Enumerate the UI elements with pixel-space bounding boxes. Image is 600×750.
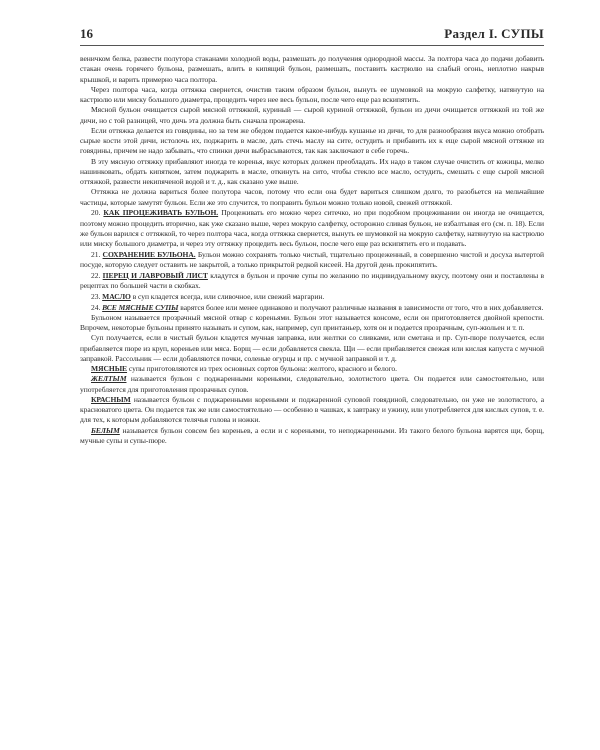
section-number: 22. [91,270,101,280]
section-22: 22. ПЕРЕЦ И ЛАВРОВЫЙ ЛИСТ кладутся в бульон и прочие супы по желанию по индивидуальному вкусу, поэтому они и поставлены в рецептах по большей части в скобках. [80,270,545,290]
section-heading: ВСЕ МЯСНЫЕ СУПЫ [102,302,179,312]
term-heading: КРАСНЫМ [91,394,131,404]
term-heading: БЕЛЫМ [91,425,120,435]
paragraph: Бульоном называется прозрачный мясной отвар с кореньями. Бульон этот называется консоме, если он приготовляется двойной крепости. Впрочем, некоторые бульоны принято называть и супом, как, например, суп принтаньер, хотя он и подается прозрачным, суп-жюльен и т. п. [80,312,544,332]
paragraph: веничком белка, развести полутора стаканами холодной воды, размешать до получения однородной массы. За полтора часа до подачи добавить стакан очень горячего бульона, размешать, влить в кипящий бульон, размешать, поставить кастрюлю на слабый огонь, неплотно накрыв крышкой, и варить примерно часа полтора. [80,54,544,84]
paragraph: В эту мясную оттяжку прибавляют иногда те коренья, вкус которых должен преобладать. Их надо в таком случае очистить от кожицы, мелко нашинковать, обдать кипятком, затем поджарить в масле, откинуть на сито, чтобы стекло все масло, остудить, смешать с еще сырой мясной оттяжкой, развести некипяченой водой и т. д., как сказано уже выше. [80,156,544,186]
section-23: 23. МАСЛО в суп кладется всегда, или сливочное, или свежий маргарин. [91,291,325,301]
body-text [80,54,544,446]
term-paragraph: МЯСНЫЕ супы приготовляются из трех основных сортов бульона: желтого, красного и белого. [91,364,397,373]
section-21: 21. СОХРАНЕНИЕ БУЛЬОНА. Бульон можно сохранять только чистый, тщательно процеженный, в совершенно чистой и досуха вытертой посуде, которую следует оставить не закрытой, а только прикрытой редкой кисеей. На другой день прокипятить. [80,249,545,269]
term-paragraph: ЖЕЛТЫМ называется бульон с поджаренными кореньями, следовательно, золотистого цвета. Он подается или самостоятельно, или употребляется для приготовления прозрачных супов. [80,374,544,394]
page-header [80,26,544,46]
section-heading: СОХРАНЕНИЕ БУЛЬОНА. [102,249,196,259]
term-heading: МЯСНЫЕ [91,364,128,373]
section-heading: ПЕРЕЦ И ЛАВРОВЫЙ ЛИСТ [102,270,208,280]
section-number: 23. [91,291,101,301]
term-paragraph: КРАСНЫМ называется бульон с поджаренными кореньями и поджаренной суповой говядиной, следовательно, он уже не золотистого, а красноватого цвета. Он подается так же или самостоятельно — особенно в чашках, к завтраку и ужину, или употребляется для кислых супов, т. е. для тех, к которым добавляются телячья голова и ножки. [80,394,544,425]
term-heading: ЖЕЛТЫМ [91,374,127,384]
section-number: 24. [91,302,101,312]
section-20: 20. КАК ПРОЦЕЖИВАТЬ БУЛЬОН. Процеживать его можно через ситечко, но при подобном процеживании он иногда не очищается, поэтому можно процедить вторично, как уже сказано выше, через мокрую салфетку, осторожно сливая бульон, не взбалтывая его (см. п. 18). Если же бульон варился с оттяжкой, то через полтора часа, когда оттяжка свернется, вынуть ее шумовкой на мокрую салфетку, натянутую на кастрюлю или миску большого диаметра, и через эту оттяжку процедить весь бульон, после чего еще раз вскипятить его и подавать. [80,208,545,248]
section-24: 24. ВСЕ МЯСНЫЕ СУПЫ варятся более или менее одинаково и получают различные названия в зависимости от того, что в них добавляется. [91,302,544,312]
paragraph: Оттяжка не должна вариться более полутора часов, потому что если она будет вариться слишком долго, то разобьется на мельчайшие частицы, которые замутят бульон. Если же это случится, то поправить бульон можно только новой, свежей оттяжкой. [80,187,544,207]
paragraph: Суп получается, если в чистый бульон кладется мучная заправка, или желтки со сливками, или сметана и пр. Суп-пюре получается, если прибавляется пюре из круп, кореньев или мяса. Борщ — если добавляется свекла. Щи — если прибавляется свежая или кислая капуста с мучной заправкой. Рассольник — если добавляются почки, соленые огурцы и пр. с мучной заправкой и т. д. [80,333,544,363]
section-title: Раздел I. СУПЫ [444,26,544,41]
paragraph: Если оттяжка делается из говядины, но за тем же обедом подается какое-нибудь кушанье из дичи, то для разнообразия вкуса можно отобрать сырые кости этой дичи, истолочь их, поджарить в масле, дать стечь маслу на сите, остудить и прибавить их к еще сырой мясной оттяжке из говядины, причем не надо забывать, что спинки дичи выбрасываются, так как заключают в себе горечь. [80,125,544,156]
page-number: 16 [80,26,93,41]
paragraph: Через полтора часа, когда оттяжка свернется, очистив таким образом бульон, вынуть ее шумовкой на мокрую салфетку, натянутую на кастрюлю или миску большого диаметра, процедить через нее весь бульон, после чего еще раз вскипятить. [80,84,544,104]
term-paragraph: БЕЛЫМ называется бульон совсем без кореньев, а если и с кореньями, то неподжаренными. Из такого белого бульона варятся щи, борщ, мучные супы и супы-пюре. [80,425,544,445]
section-heading: КАК ПРОЦЕЖИВАТЬ БУЛЬОН. [103,208,219,218]
section-heading: МАСЛО [102,291,131,301]
paragraph: Мясной бульон очищается сырой мясной оттяжкой, куриный — сырой куриной оттяжкой, бульон из дичи очищается оттяжкой из той же дичи, но с той разницей, что дичь эта должна быть сначала прожарена. [80,105,544,125]
section-number: 20. [91,208,101,218]
section-number: 21. [91,249,101,259]
